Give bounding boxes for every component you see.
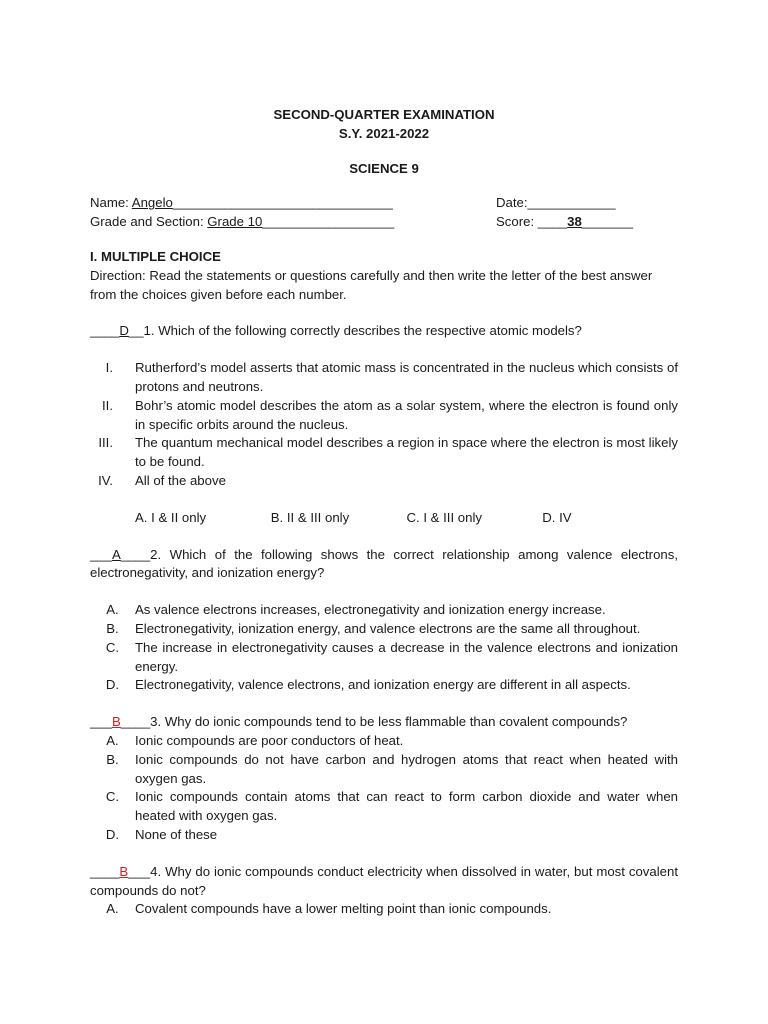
answer-blank-pre: ___: [90, 714, 113, 730]
question-3-text: 3. Why do ionic compounds tend to be less flammable than covalent compounds?: [150, 714, 628, 730]
score-value: 38: [567, 214, 582, 230]
list-item: [90, 601, 678, 620]
grade-fill: __________________: [262, 214, 395, 230]
list-marker: C.: [105, 639, 120, 655]
list-marker: B.: [106, 751, 119, 767]
name-label: Name:: [90, 195, 132, 211]
exam-title: SECOND-QUARTER EXAMINATION: [273, 107, 495, 122]
list-text: The increase in electronegativity causes a decrease in the valence electrons and ionization energy.: [135, 639, 678, 674]
list-item: [90, 732, 678, 751]
list-item: [90, 434, 678, 472]
list-text: Ionic compounds are poor conductors of heat.: [135, 732, 404, 748]
answer-blank-pre: ____: [90, 863, 120, 879]
question-3-choices: [90, 732, 678, 845]
date-fill: ____________: [527, 195, 616, 211]
choice-a: A. I & II only: [135, 509, 207, 525]
list-item: [90, 397, 678, 435]
question-2: [90, 546, 678, 584]
score-label: Score:: [496, 214, 538, 230]
choice-b: B. II & III only: [270, 509, 350, 525]
score-pre: ____: [537, 214, 568, 230]
choice-c: C. I & III only: [406, 509, 482, 525]
answer-3: B: [112, 714, 121, 730]
list-item: [90, 359, 678, 397]
list-marker: III.: [98, 435, 113, 451]
list-text: Electronegativity, ionization energy, and valence electrons are the same all throughout.: [135, 620, 641, 636]
question-1: [90, 322, 678, 341]
list-item: [90, 472, 678, 491]
list-text: Ionic compounds contain atoms that can react to form carbon dioxide and water when heated with oxygen gas.: [135, 789, 678, 824]
answer-blank-pre: ____: [90, 323, 120, 339]
question-4: [90, 863, 678, 901]
question-4-choices: [90, 900, 678, 919]
list-marker: A.: [106, 901, 119, 917]
list-item: [90, 639, 678, 677]
list-text: Bohr’s atomic model describes the atom as a solar system, where the electron is found only in specific orbits around the nucleus.: [135, 397, 678, 432]
list-marker: D.: [105, 826, 120, 842]
answer-blank-post: ___: [128, 863, 151, 879]
list-text: Rutherford’s model asserts that atomic mass is concentrated in the nucleus which consists of protons and neutrons.: [135, 360, 678, 394]
answer-4: B: [119, 863, 129, 879]
date-label: Date:: [496, 195, 528, 211]
list-text: The quantum mechanical model describes a region in space where the electron is most likely to be found.: [135, 435, 678, 470]
list-marker: II.: [102, 397, 113, 413]
list-item: [90, 676, 678, 695]
name-value: Angelo: [131, 195, 173, 211]
choice-d: D. IV: [542, 509, 572, 525]
question-1-text: 1. Which of the following correctly describes the respective atomic models?: [143, 323, 582, 339]
answer-blank-pre: ___: [90, 546, 113, 562]
list-text: Electronegativity, valence electrons, and ionization energy are different in all aspects.: [135, 677, 631, 693]
list-marker: IV.: [98, 472, 113, 488]
list-item: [90, 826, 678, 845]
list-text: Covalent compounds have a lower melting point than ionic compounds.: [135, 901, 552, 917]
list-marker: B.: [106, 620, 119, 636]
grade-label: Grade and Section:: [90, 214, 208, 230]
list-marker: A.: [106, 602, 119, 618]
list-text: None of these: [135, 826, 218, 842]
name-fill: ______________________________: [172, 195, 393, 211]
school-year: S.Y. 2021-2022: [338, 125, 430, 141]
answer-blank-post: __: [128, 323, 144, 339]
question-2-choices: [90, 601, 678, 695]
question-2-text: 2. Which of the following shows the correct relationship among valence electrons, electronegativity, and ionization energy?: [90, 546, 678, 581]
question-1-statements: [90, 359, 678, 491]
answer-blank-post: ____: [120, 714, 151, 730]
exam-page: [90, 106, 678, 919]
list-text: All of the above: [135, 472, 226, 488]
list-marker: I.: [105, 360, 113, 376]
list-item: [90, 788, 678, 826]
section-direction: Direction: Read the statements or questions carefully and then write the letter of the best answer from the choices given before each number.: [90, 267, 653, 302]
list-item: [90, 620, 678, 639]
info-row-2: [90, 213, 678, 232]
list-item: [90, 900, 678, 919]
list-item: [90, 751, 678, 789]
subject-title: SCIENCE 9: [349, 160, 419, 176]
answer-blank-post: ____: [120, 546, 151, 562]
list-marker: D.: [105, 677, 120, 693]
list-marker: A.: [106, 732, 119, 748]
question-1-choices: [90, 509, 678, 528]
list-marker: C.: [105, 789, 120, 805]
list-text: As valence electrons increases, electronegativity and ionization energy increase.: [135, 602, 606, 618]
question-4-text: 4. Why do ionic compounds conduct electricity when dissolved in water, but most covalent compounds do not?: [90, 863, 678, 898]
question-3: [90, 713, 678, 732]
section-title: I. MULTIPLE CHOICE: [90, 248, 221, 264]
list-text: Ionic compounds do not have carbon and hydrogen atoms that react when heated with oxygen gas.: [135, 751, 678, 786]
info-row-1: [90, 194, 678, 213]
answer-2: A: [112, 546, 121, 562]
score-post: _______: [581, 214, 634, 230]
grade-value: Grade 10: [207, 214, 263, 230]
answer-1: D: [119, 323, 129, 339]
